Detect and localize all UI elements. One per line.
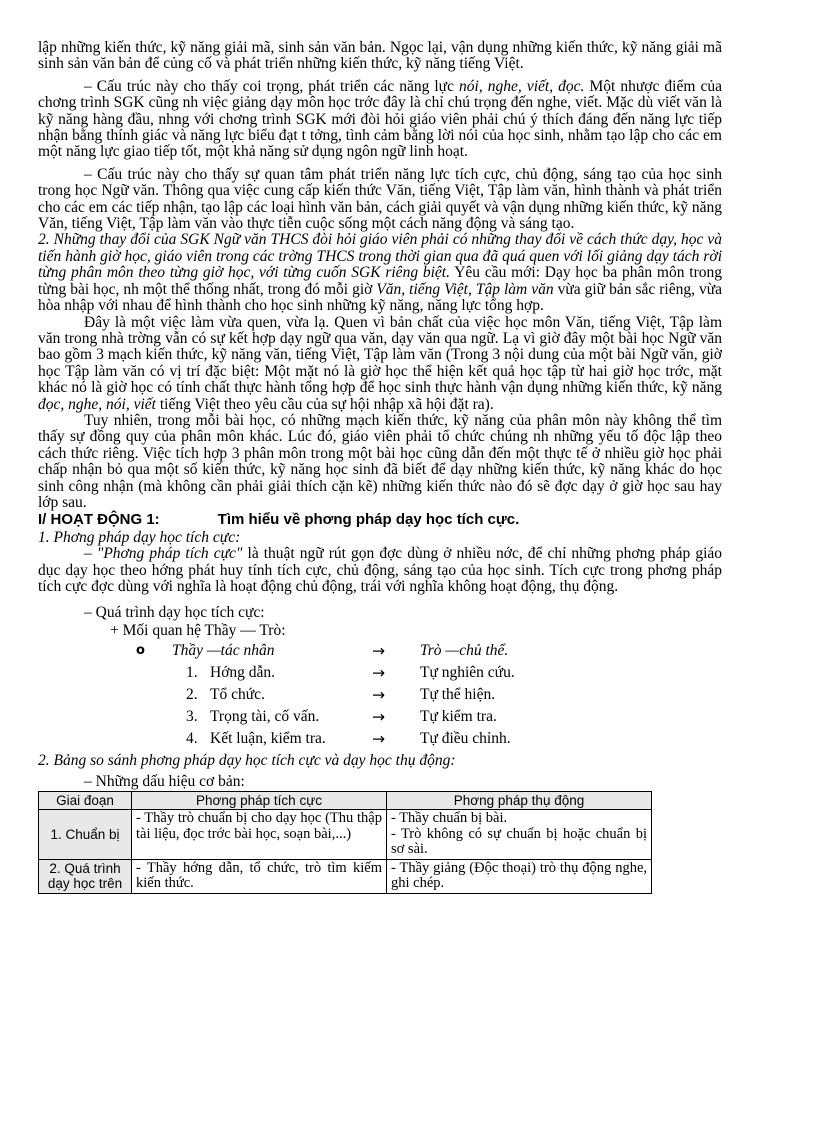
pair-header-right: Trò —chủ thể. — [420, 641, 509, 659]
table-cell-active: - Thầy hớng dẫn, tổ chức, trò tìm kiếm kiến thức. — [132, 859, 387, 893]
paragraph-5 — [38, 315, 722, 413]
paragraph-5-body-b: tiếng Việt theo yêu cầu của sự hội nhập xã hội đặt ra). — [155, 395, 494, 413]
paragraph-1: lập những kiến thức, kỹ năng giải mã, sinh sản văn bản. Ngọc lại, vận dụng những kiến thức, kỹ năng giải mã sinh sản văn bản để củng cố và phát triển những kiến thức, kỹ năng tiếng Việt. — [38, 39, 722, 73]
subheading-1: 1. Phơng pháp dạy học tích cực: — [38, 529, 241, 547]
pair-number: 4. — [186, 729, 198, 747]
relation-heading: + Mối quan hệ Thầy — Trò: — [110, 621, 286, 639]
pair-number: 1. — [186, 663, 198, 681]
section-heading-label: I/ HOẠT ĐỘNG 1: — [38, 511, 160, 529]
table-header-active: Phơng pháp tích cực — [132, 791, 387, 810]
pair-right: Tự kiểm tra. — [420, 707, 497, 725]
pair-row — [38, 684, 722, 706]
pair-row — [38, 662, 722, 684]
arrow-icon: → — [372, 685, 385, 704]
paragraph-7-dash: – — [84, 545, 97, 563]
process-heading: – Quá trình dạy học tích cực: — [84, 603, 265, 621]
table-header-stage: Giai đoạn — [39, 791, 132, 810]
paragraph-4-italic-2: Văn, tiếng Việt, Tập làm văn — [376, 280, 554, 298]
paragraph-7-body: là thuật ngữ rút gọn đợc dùng ở nhiều nớc, để chỉ những phơng pháp giáo dục dạy học theo hớng phát huy tính tích cực, chủ động, sáng tạo của học sinh. Tích cực trong phơng pháp tích cực đợc dùng với nghĩa là hoạt động chủ động, trái với nghĩa không hoạt động, thụ động. — [38, 545, 723, 596]
subheading-2: 2. Bảng so sánh phơng pháp dạy học tích cực và dạy học thụ động: — [38, 751, 456, 769]
paragraph-5-body-a: Đây là một việc làm vừa quen, vừa lạ. Quen vì bản chất của việc học môn Văn, tiếng Việt, Tập làm văn trong nhà trờng vẫn có sự kết hợp dạy ngữ qua văn, dạy văn qua ngữ. Lạ vì giờ đây một bài học Ngữ văn bao gồm 3 mạch kiến thức, kỹ năng văn, tiếng Việt, Tập làm văn (Trong 3 nội dung của một bài Ngữ văn, giờ học Tập làm văn có vị trí đặc biệt: Một mặt nó là giờ học thể hiện kết quả học tập từ hai giờ học trớc, mặt khác nó là giờ học có tính chất thực hành tổng hợp để học sinh thực hành vận dụng những kiến thức, kỹ năng — [38, 313, 722, 397]
pair-row — [38, 728, 722, 750]
paragraph-4 — [38, 232, 722, 314]
pair-number: 3. — [186, 707, 198, 725]
paragraph-7-italic: "Phơng pháp tích cực" — [96, 545, 243, 563]
table-cell-passive: - Thầy chuẩn bị bài. - Trò không có sự chuẩn bị hoặc chuẩn bị sơ sài. — [387, 810, 652, 860]
bullet-icon: o — [136, 642, 145, 658]
table-cell-stage: 2. Quá trình dạy học trên — [39, 859, 132, 893]
pair-right: Tự điều chỉnh. — [420, 729, 511, 747]
pair-header — [38, 640, 722, 662]
table-cell-stage: 1. Chuẩn bị — [39, 810, 132, 860]
document-page — [38, 40, 722, 894]
paragraph-6: Tuy nhiên, trong mỗi bài học, có những mạch kiến thức, kỹ năng của phân môn này không thể tìm thấy sự đồng quy của phân môn khác. Lúc đó, giáo viên phải tổ chức chúng nh những yếu tố độc lập theo cách thức riêng. Việc tích hợp 3 phân môn trong một bài học cũng dẫn đến một thực tế ở nhiều giờ học phải chấp nhận bỏ qua một số kiến thức, kỹ năng học sinh đã biết để dạy những kiến thức, kỹ năng khác do học sinh công nhận (mà không cần phải giải thích cặn kẽ) những kiến thức nào đó sẽ đợc dạy ở giờ học sau hay lớp sau. — [38, 411, 722, 511]
paragraph-3: – Cấu trúc này cho thấy sự quan tâm phát triển năng lực tích cực, chủ động, sáng tạo của học sinh trong học Ngữ văn. Thông qua việc cung cấp kiến thức Văn, tiếng Việt, Tập làm văn, hình thành và phát triển cho các em các tiếp nhận, tạo lập các loại hình văn bản, cách giải quyết và vận dụng những kiến thức, kỹ năng Văn, tiếng Việt, Tập làm văn vào thực tiễn cuộc sống một cách năng động và sáng tạo. — [38, 165, 722, 233]
table-row — [39, 810, 652, 860]
paragraph-4-body-a: Yêu cầu mới: Dạy học ba phân môn trong từng bài học, nh một thể thống nhất, trong đó mỗi giờ — [38, 264, 722, 298]
arrow-icon: → — [372, 707, 385, 726]
pair-left: Trọng tài, cố vấn. — [210, 707, 320, 725]
table-header-row — [39, 791, 652, 810]
pair-right: Tự nghiên cứu. — [420, 663, 515, 681]
arrow-icon: → — [372, 729, 385, 748]
table-row — [39, 859, 652, 893]
pair-right: Tự thể hiện. — [420, 685, 496, 703]
pair-left: Kết luận, kiểm tra. — [210, 729, 326, 747]
paragraph-4-body-b: vừa giữ bản sắc riêng, vừa hòa nhập với nhau để hình thành cho học sinh những kỹ năng, năng lực tổng hợp. — [38, 280, 722, 315]
paragraph-2-body: Một nhược điểm của chơng trình SGK cũng nh việc giảng dạy môn học trớc đây là chỉ chú trọng đến nghe, viết. Mặc dù viết văn là kỹ năng hàng đầu, nhng với chơng trình SGK mới đòi hỏi giáo viên phải chú ý thích đáng đến năng lực tiếp nhận bằng thính giác và năng lực biểu đạt t tởng, tình cảm bằng lời nói của học sinh, nhằm tạo lập cho các em một năng lực giao tiếp tốt, một khả năng sử dụng ngôn ngữ linh hoạt. — [38, 77, 722, 161]
table-cell-passive: - Thầy giảng (Độc thoại) trò thụ động nghe, ghi chép. — [387, 859, 652, 893]
table-cell-active: - Thầy trò chuẩn bị cho dạy học (Thu thập tài liệu, đọc trớc bài học, soạn bài,...) — [132, 810, 387, 860]
paragraph-7 — [38, 546, 722, 595]
paragraph-2-lead: – Cấu trúc này cho thấy coi trọng, phát triển các năng lực — [84, 77, 460, 95]
signs-heading: – Những dấu hiệu cơ bản: — [84, 772, 245, 790]
pair-row — [38, 706, 722, 728]
paragraph-2 — [38, 79, 722, 161]
section-heading-title: Tìm hiểu về phơng pháp dạy học tích cực. — [217, 511, 520, 529]
pair-list — [38, 662, 722, 750]
pair-left: Tổ chức. — [210, 685, 265, 703]
arrow-icon: → — [372, 663, 385, 682]
arrow-icon: → — [372, 641, 385, 660]
paragraph-5-italic: đọc, nghe, nói, viết — [38, 395, 156, 413]
paragraph-2-italic: nói, nghe, viết, đọc. — [459, 77, 585, 95]
pair-left: Hớng dẫn. — [210, 663, 276, 681]
paragraph-4-italic: 2. Những thay đổi của SGK Ngữ văn THCS đòi hỏi giáo viên phải có những thay đổi về cách thức dạy, học và tiến hành giờ học, giáo viên trong các trờng THCS trong thời gian qua đã quá quen với lối giảng dạy tách rời từng phân môn theo từng giờ học, với từng cuốn SGK riêng biệt. — [38, 231, 722, 282]
section-heading — [38, 511, 722, 529]
comparison-table — [38, 791, 652, 894]
pair-header-left: Thầy —tác nhân — [172, 641, 275, 659]
table-header-passive: Phơng pháp thụ động — [387, 791, 652, 810]
pair-number: 2. — [186, 685, 198, 703]
